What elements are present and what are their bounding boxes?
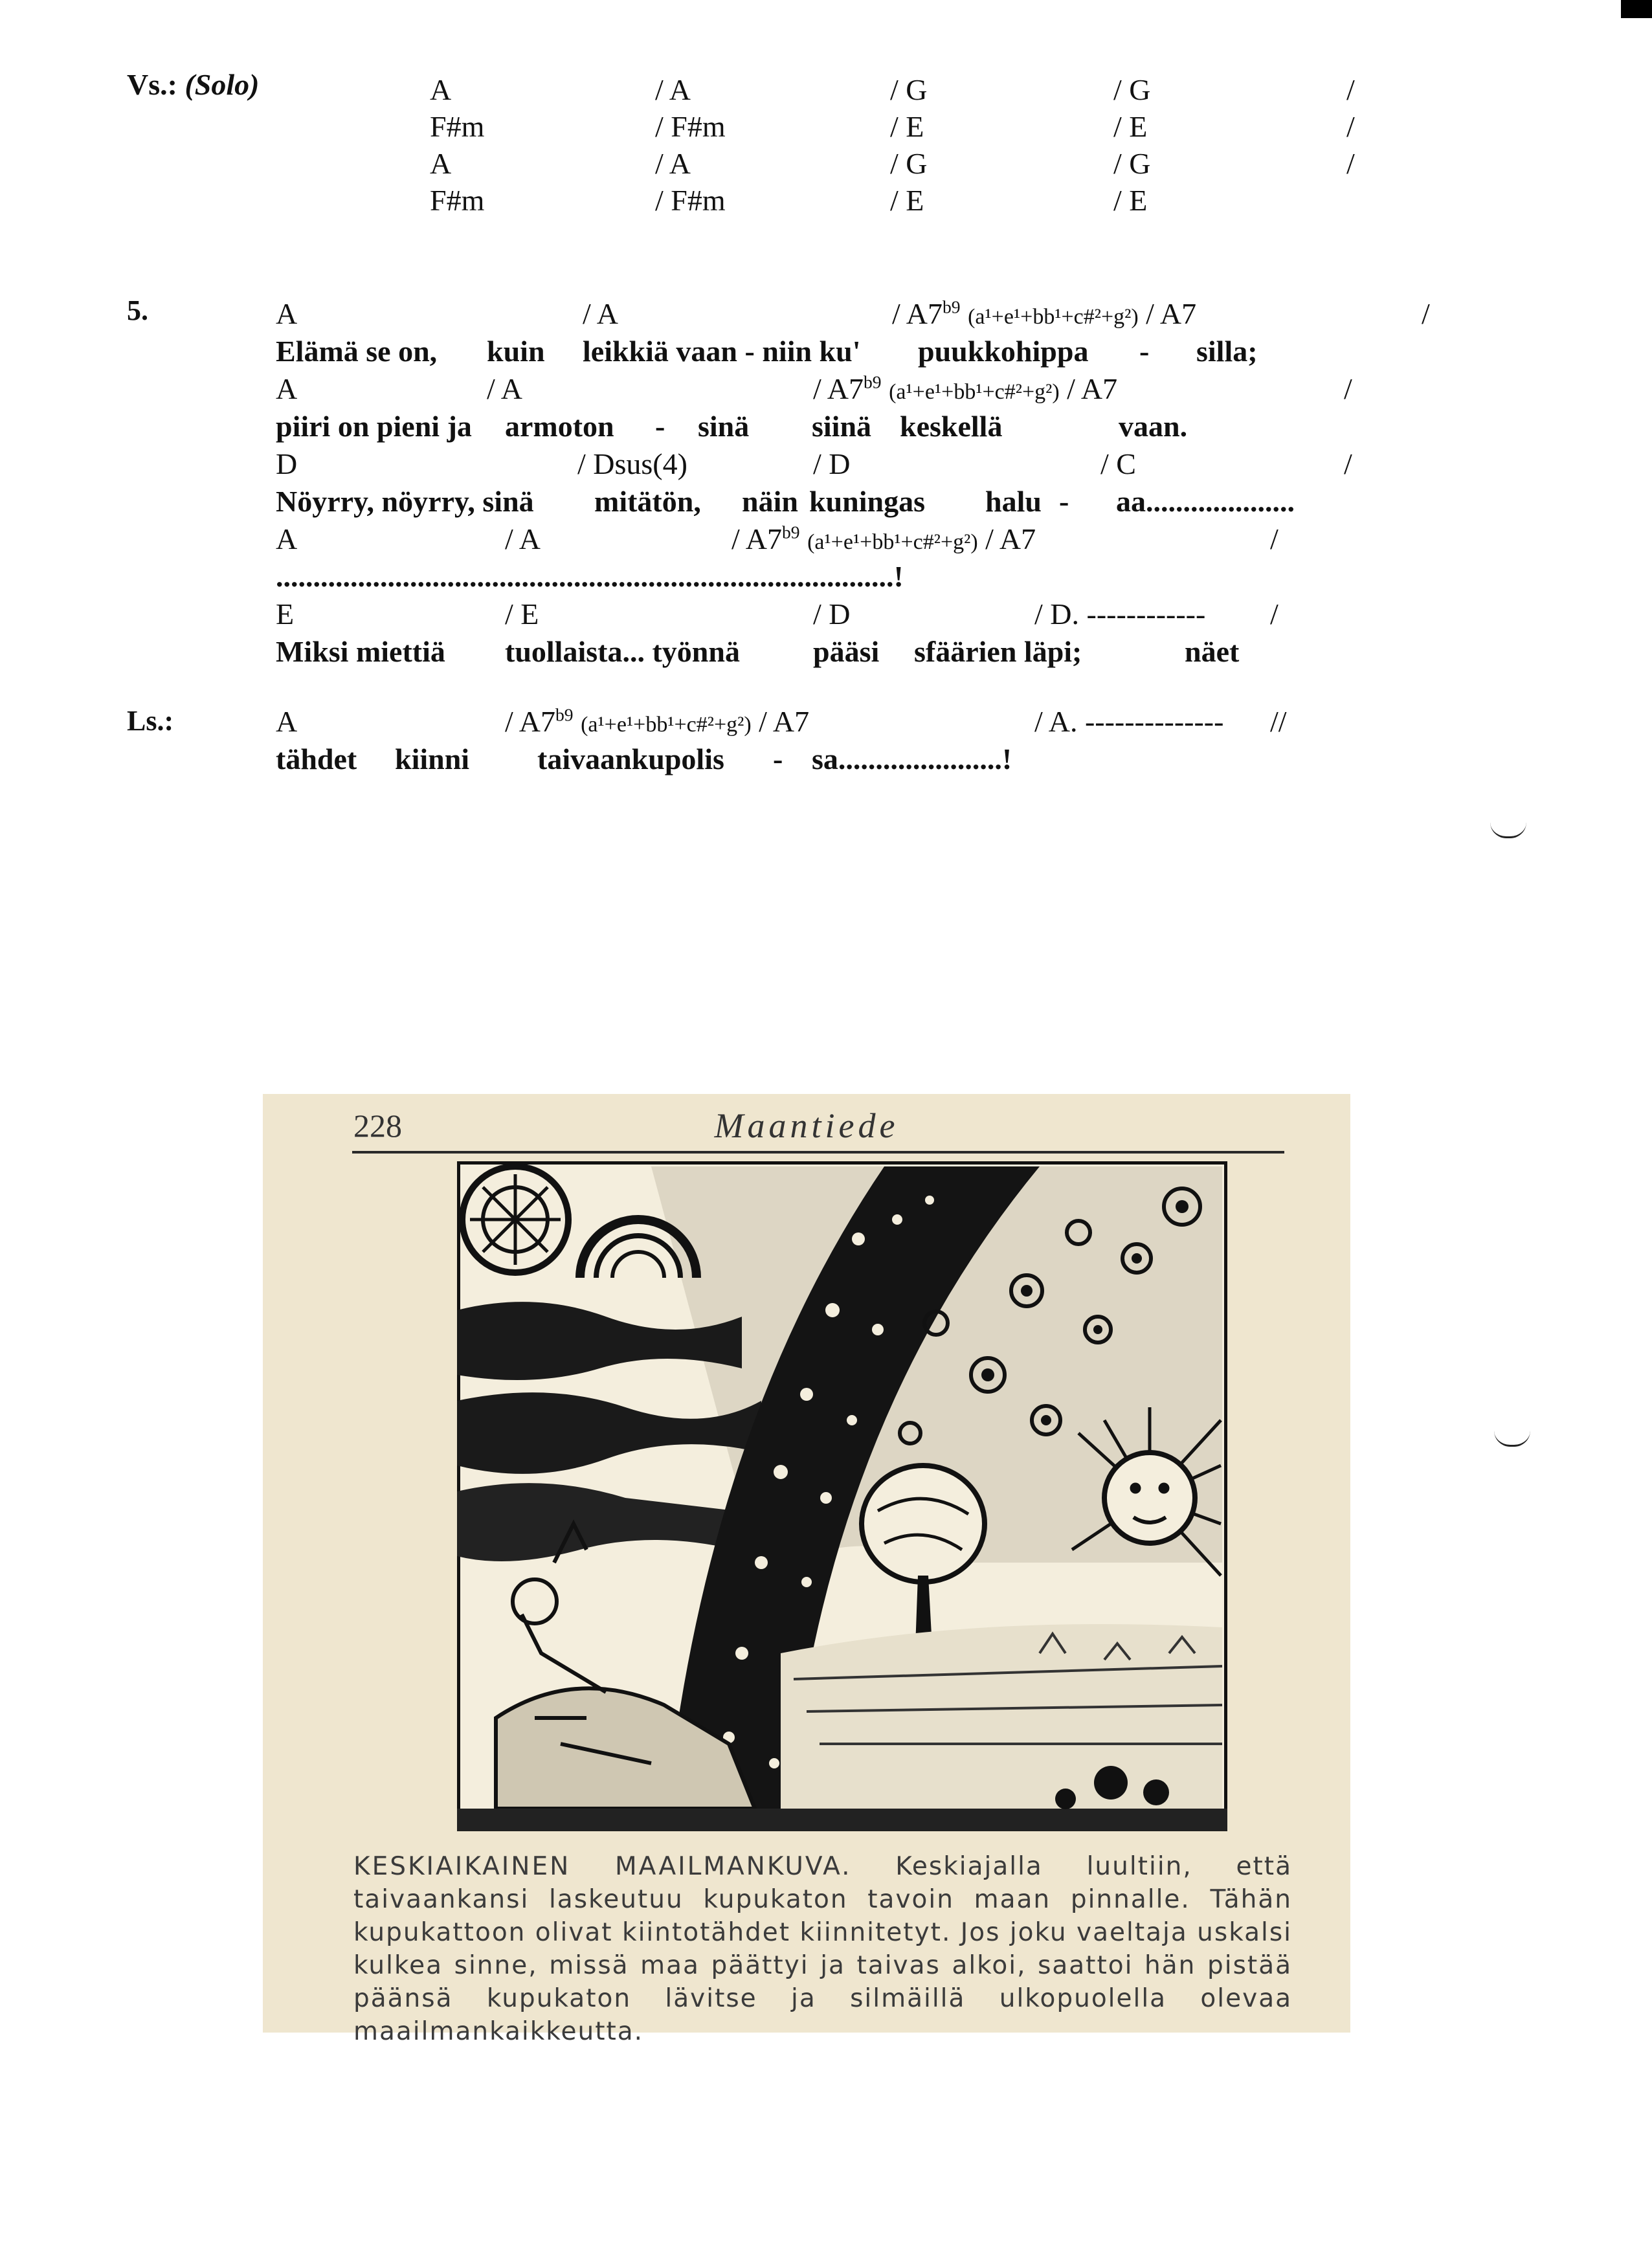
chord: / E [505,597,539,630]
chord-slash: / [892,297,906,330]
lyric-word: siinä [812,410,872,443]
book-page-number: 228 [353,1108,402,1144]
solo-chord: A [430,73,452,106]
lyric-word: - [773,742,783,775]
chord: / D [813,447,851,480]
chord-slash: / [813,372,827,405]
verse-number: 5. [127,295,148,326]
lyric-word: näet [1185,635,1240,668]
solo-chord: A [430,147,452,180]
chord-base: A7 [519,705,555,738]
lyric-word: kuningas [809,485,926,518]
chord-slash: / [505,705,519,738]
lyric-word: armoton [505,410,614,443]
solo-chord: / [1346,147,1355,180]
chord-base: A7 [827,372,864,405]
solo-chord: / E [890,184,924,217]
chord: / A [583,297,618,330]
chord-a7b9 [813,374,1117,404]
chord-notes: (a¹+e¹+bb¹+c#²+g²) [807,530,978,554]
solo-chord: F#m [430,110,485,143]
lyric-word: pääsi [813,635,880,668]
solo-label-italic: (Solo) [184,68,260,101]
lyric-word: Elämä se on, [276,335,438,368]
chord: D [276,447,298,480]
lyric-word: aa.................... [1116,485,1295,518]
chord-bar-end: / [1270,597,1278,630]
chord-ext: b9 [555,704,574,725]
lyric-word: mitätön, [594,485,701,518]
chord: / A7 [1067,372,1118,405]
chord: A [276,522,298,555]
chord-ext: b9 [863,372,882,392]
solo-chord: / A [655,147,691,180]
solo-chord: / G [890,73,928,106]
chord-bar-end: / [1344,372,1352,405]
chord: / A [505,522,541,555]
book-running-head: Maantiede [714,1106,899,1145]
chord-a7b9 [505,704,810,738]
solo-label-text: Vs.: [127,68,185,101]
scan-corner-mark [1621,0,1652,18]
chord: A [276,705,298,738]
lyric-word: Miksi miettiä [276,635,445,668]
solo-chord: / F#m [655,110,726,143]
solo-chord: / E [1113,110,1148,143]
chord-a7b9 [892,296,1197,330]
lyric-continuation: ...................................................................................! [276,560,904,593]
lyric-word: - [1139,335,1150,368]
chord-ext: b9 [942,296,961,317]
lyric-word: vaan. [1119,410,1188,443]
lyric-word: - [655,410,665,443]
solo-label [127,70,259,100]
chord-bar-end: / [1422,297,1430,330]
solo-chord: / G [1113,73,1151,106]
solo-chord: / G [1113,147,1151,180]
flammarion-woodcut-illustration [457,1161,1227,1831]
chord-base: A7 [906,297,943,330]
solo-chord: / F#m [655,184,726,217]
lyric-word: tähdet [276,742,357,775]
chord-bar-end: / [1270,522,1278,555]
chord: / D [813,597,851,630]
chord-base: A7 [745,522,782,555]
solo-chord: / E [1113,184,1148,217]
chord: / D. ------------ [1034,597,1206,630]
chord: / A7 [1146,297,1197,330]
lyric-word: halu [985,485,1042,518]
chord: / A. -------------- [1034,705,1224,738]
solo-chord: / G [890,147,928,180]
lyric-word: puukkohippa [918,335,1089,368]
solo-chord: / A [655,73,691,106]
lyric-word: kiinni [395,742,470,775]
lyric-word: leikkiä vaan - niin ku' [583,335,861,368]
chord-bar-end: / [1344,447,1352,480]
ending-label: Ls.: [127,705,174,737]
solo-chord: F#m [430,184,485,217]
chord-notes: (a¹+e¹+bb¹+c#²+g²) [968,305,1139,329]
chord: A [276,297,298,330]
chord: / C [1100,447,1136,480]
chord: E [276,597,295,630]
lyric-word: keskellä [900,410,1003,443]
margin-mark [1494,1431,1530,1447]
chord-slash: / [731,522,746,555]
chord-bar-end: // [1270,705,1287,738]
lyric-word: kuin [487,335,545,368]
lyric-word: Nöyrry, nöyrry, sinä [276,485,534,518]
lyric-word: sfäärien läpi; [914,635,1082,668]
solo-chord: / [1346,73,1355,106]
lyric-word: näin [742,485,798,518]
lyric-word: silla; [1196,335,1258,368]
lyric-word: - [1059,485,1069,518]
chord-a7b9 [731,524,1036,554]
chord-ext: b9 [781,522,800,542]
lyric-word: taivaankupolis [537,742,724,775]
margin-mark [1490,822,1526,838]
caption-text: Keskiajalla luultiin, että taivaankansi laskeutuu kupukaton tavoin maan pinnalle. Tähän kupukattoon olivat kiintotähdet kiinnitetyt. Jos joku vaeltaja uskalsi kulkea sinne, missä maa päättyi ja taivas alkoi, saattoi hän pistää päänsä kupukaton lävitse ja silmäillä ulkopuolella olevaa maailmankaikkeutta. [353,1852,1292,2046]
book-head-rule [352,1151,1284,1154]
book-page-scan [263,1094,1350,2046]
chord: / A7 [759,705,810,738]
lyric-word: piiri on pieni ja [276,410,472,443]
book-caption [353,1850,1292,2048]
solo-chord: / [1346,110,1355,143]
chord: / Dsus(4) [577,447,687,480]
lyric-word: sinä [698,410,750,443]
chord: / A7 [985,522,1036,555]
lyric-word: tuollaista... työnnä [505,635,740,668]
solo-chord: / E [890,110,924,143]
chord-notes: (a¹+e¹+bb¹+c#²+g²) [581,713,752,737]
chord: A [276,372,298,405]
caption-title: KESKIAIKAINEN MAAILMANKUVA. [353,1852,852,1881]
chord-notes: (a¹+e¹+bb¹+c#²+g²) [889,380,1060,404]
lyric-word: sa......................! [812,742,1012,775]
chord: / A [487,372,522,405]
